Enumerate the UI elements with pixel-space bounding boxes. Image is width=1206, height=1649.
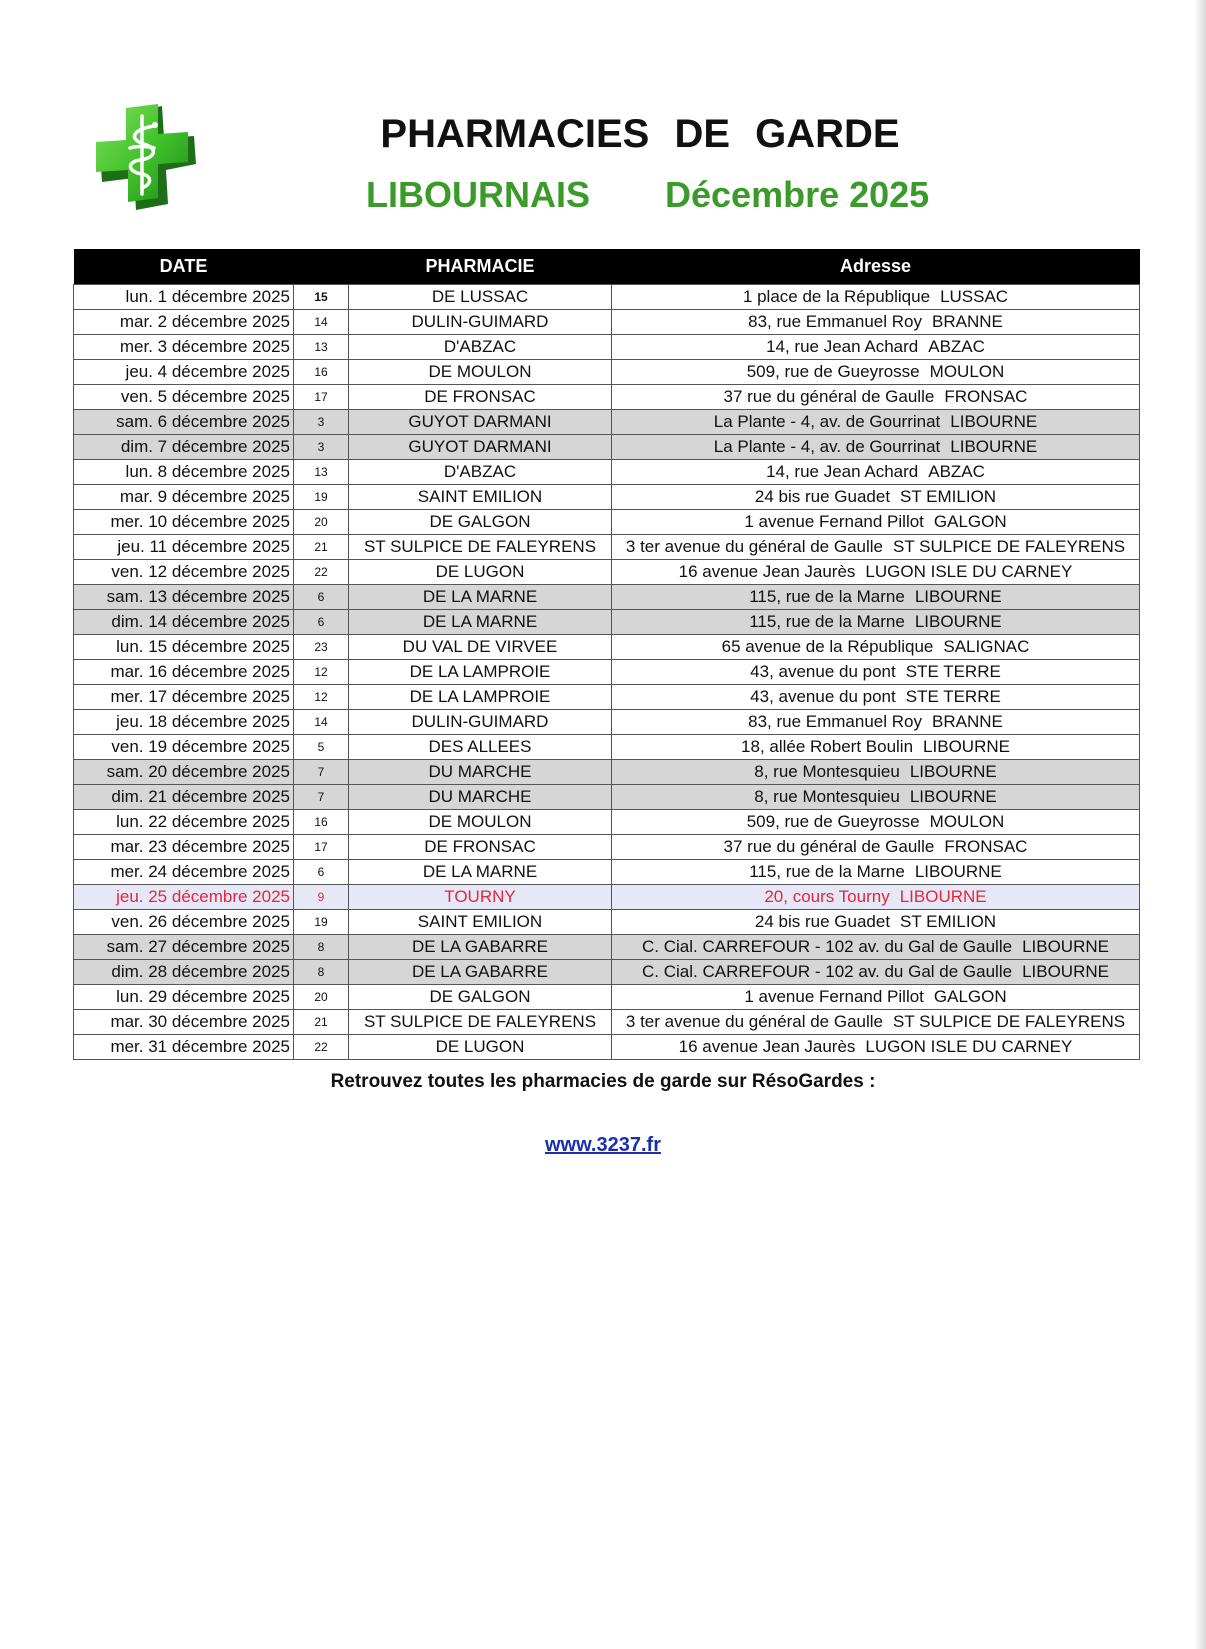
pharmacy-number-cell: 17 (294, 385, 349, 410)
pharmacy-number-cell: 21 (294, 1010, 349, 1035)
address-street: 115, rue de la Marne (749, 862, 905, 881)
pharmacy-name-cell: DE LA GABARRE (349, 935, 612, 960)
address-town: GALGON (933, 987, 1007, 1006)
address-cell (612, 685, 1140, 710)
address-street: C. Cial. CARREFOUR - 102 av. du Gal de Gaulle (642, 937, 1013, 956)
address-cell (612, 610, 1140, 635)
address-street: 24 bis rue Guadet (754, 487, 891, 506)
address-town: LIBOURNE (950, 437, 1038, 456)
address-town: LUGON ISLE DU CARNEY (865, 1037, 1073, 1056)
pharmacy-name-cell: DE LA MARNE (349, 860, 612, 885)
pharmacy-name-cell: DE LA GABARRE (349, 960, 612, 985)
table-row (74, 835, 1140, 860)
table-row (74, 810, 1140, 835)
address-street: 3 ter avenue du général de Gaulle (625, 1012, 883, 1031)
address-cell (612, 810, 1140, 835)
pharmacy-name-cell: D'ABZAC (349, 335, 612, 360)
table-row (74, 435, 1140, 460)
address-street: 24 bis rue Guadet (754, 912, 891, 931)
date-cell: sam. 20 décembre 2025 (74, 760, 294, 785)
table-row (74, 485, 1140, 510)
pharmacy-name-cell: DE LUGON (349, 560, 612, 585)
date-cell: dim. 14 décembre 2025 (74, 610, 294, 635)
address-cell (612, 485, 1140, 510)
address-town: LIBOURNE (1022, 937, 1109, 956)
address-street: 43, avenue du pont (750, 662, 896, 681)
pharmacy-name-cell: GUYOT DARMANI (349, 435, 612, 460)
pharmacy-name-cell: DU VAL DE VIRVEE (349, 635, 612, 660)
table-row (74, 910, 1140, 935)
on-duty-pharmacies-table (73, 249, 1140, 1060)
address-street: 83, rue Emmanuel Roy (748, 712, 922, 731)
date-cell: ven. 26 décembre 2025 (74, 910, 294, 935)
address-cell (612, 510, 1140, 535)
pharmacy-number-cell: 13 (294, 335, 349, 360)
pharmacy-name-cell: ST SULPICE DE FALEYRENS (349, 1010, 612, 1035)
address-cell (612, 635, 1140, 660)
pharmacy-name-cell: SAINT EMILION (349, 485, 612, 510)
address-town: LUSSAC (940, 287, 1009, 306)
table-row (74, 785, 1140, 810)
pharmacy-number-cell: 23 (294, 635, 349, 660)
date-cell: mer. 24 décembre 2025 (74, 860, 294, 885)
address-cell (612, 385, 1140, 410)
pharmacy-number-cell: 5 (294, 735, 349, 760)
table-row (74, 660, 1140, 685)
address-town: BRANNE (932, 712, 1003, 731)
table-row (74, 1010, 1140, 1035)
address-street: 509, rue de Gueyrosse (746, 362, 920, 381)
pharmacy-number-cell: 16 (294, 360, 349, 385)
pharmacy-name-cell: DE MOULON (349, 810, 612, 835)
month-subtitle: Décembre 2025 (665, 174, 930, 215)
table-row (74, 935, 1140, 960)
address-cell (612, 835, 1140, 860)
address-town: ST EMILION (900, 912, 997, 931)
address-town: LUGON ISLE DU CARNEY (865, 562, 1073, 581)
address-street: 1 place de la République (742, 287, 931, 306)
date-cell: mer. 17 décembre 2025 (74, 685, 294, 710)
column-header-number (294, 249, 349, 285)
address-cell (612, 785, 1140, 810)
pharmacy-name-cell: DU MARCHE (349, 760, 612, 785)
date-cell: mar. 2 décembre 2025 (74, 310, 294, 335)
address-street: 83, rue Emmanuel Roy (748, 312, 922, 331)
pharmacy-number-cell: 17 (294, 835, 349, 860)
address-town: LIBOURNE (914, 587, 1002, 606)
address-town: MOULON (929, 362, 1005, 381)
pharmacy-number-cell: 7 (294, 760, 349, 785)
pharmacy-number-cell: 14 (294, 710, 349, 735)
pharmacy-name-cell: DE LA LAMPROIE (349, 660, 612, 685)
address-town: LIBOURNE (909, 762, 997, 781)
pharmacy-name-cell: GUYOT DARMANI (349, 410, 612, 435)
date-cell: lun. 22 décembre 2025 (74, 810, 294, 835)
address-cell (612, 985, 1140, 1010)
pharmacy-number-cell: 14 (294, 310, 349, 335)
address-cell (612, 1035, 1140, 1060)
address-cell (612, 285, 1140, 310)
address-town: ABZAC (928, 462, 985, 481)
address-cell (612, 585, 1140, 610)
address-cell (612, 910, 1140, 935)
address-street: 14, rue Jean Achard (766, 337, 919, 356)
address-street: 8, rue Montesquieu (754, 787, 900, 806)
pharmacy-number-cell: 8 (294, 935, 349, 960)
footer-note: Retrouvez toutes les pharmacies de garde sur RésoGardes : (330, 1071, 876, 1092)
address-street: 1 avenue Fernand Pillot (744, 987, 924, 1006)
pharmacy-name-cell: DE LUSSAC (349, 285, 612, 310)
date-cell: mar. 16 décembre 2025 (74, 660, 294, 685)
address-street: 16 avenue Jean Jaurès (678, 562, 856, 581)
address-street: 37 rue du général de Gaulle (723, 837, 935, 856)
pharmacy-number-cell: 12 (294, 660, 349, 685)
pharmacy-name-cell: TOURNY (349, 885, 612, 910)
pharmacy-number-cell: 20 (294, 510, 349, 535)
date-cell: sam. 27 décembre 2025 (74, 935, 294, 960)
address-street: 14, rue Jean Achard (766, 462, 919, 481)
table-row (74, 1035, 1140, 1060)
pharmacy-name-cell: DE GALGON (349, 510, 612, 535)
pharmacy-number-cell: 8 (294, 960, 349, 985)
date-cell: dim. 7 décembre 2025 (74, 435, 294, 460)
date-cell: jeu. 11 décembre 2025 (74, 535, 294, 560)
address-cell (612, 360, 1140, 385)
address-town: ABZAC (928, 337, 985, 356)
address-town: LIBOURNE (899, 887, 987, 906)
table-row (74, 385, 1140, 410)
date-cell: dim. 21 décembre 2025 (74, 785, 294, 810)
table-row (74, 510, 1140, 535)
address-town: ST EMILION (900, 487, 997, 506)
address-town: LIBOURNE (914, 612, 1002, 631)
address-cell (612, 760, 1140, 785)
address-cell (612, 435, 1140, 460)
pharmacy-name-cell: DU MARCHE (349, 785, 612, 810)
date-cell: jeu. 18 décembre 2025 (74, 710, 294, 735)
pharmacy-name-cell: DE MOULON (349, 360, 612, 385)
table-row (74, 985, 1140, 1010)
address-cell (612, 860, 1140, 885)
address-town: MOULON (929, 812, 1005, 831)
address-town: ST SULPICE DE FALEYRENS (892, 537, 1126, 556)
date-cell: mar. 30 décembre 2025 (74, 1010, 294, 1035)
address-cell (612, 460, 1140, 485)
address-cell (612, 560, 1140, 585)
date-cell: lun. 29 décembre 2025 (74, 985, 294, 1010)
date-cell: mer. 10 décembre 2025 (74, 510, 294, 535)
address-town: SALIGNAC (943, 637, 1030, 656)
pharmacy-number-cell: 6 (294, 585, 349, 610)
date-cell: dim. 28 décembre 2025 (74, 960, 294, 985)
pharmacy-name-cell: DE LA MARNE (349, 585, 612, 610)
address-cell (612, 885, 1140, 910)
address-street: 37 rue du général de Gaulle (723, 387, 935, 406)
address-cell (612, 535, 1140, 560)
date-cell: mer. 3 décembre 2025 (74, 335, 294, 360)
pharmacy-number-cell: 3 (294, 435, 349, 460)
address-town: LIBOURNE (914, 862, 1002, 881)
table-row (74, 285, 1140, 310)
table-row (74, 460, 1140, 485)
pharmacy-number-cell: 15 (294, 285, 349, 310)
address-cell (612, 310, 1140, 335)
address-town: LIBOURNE (950, 412, 1038, 431)
address-street: 16 avenue Jean Jaurès (678, 1037, 856, 1056)
address-town: ST SULPICE DE FALEYRENS (892, 1012, 1126, 1031)
pharmacy-name-cell: DULIN-GUIMARD (349, 710, 612, 735)
page-edge-shadow (1194, 0, 1206, 1649)
date-cell: sam. 6 décembre 2025 (74, 410, 294, 435)
address-street: 65 avenue de la République (721, 637, 934, 656)
address-street: La Plante - 4, av. de Gourrinat (713, 437, 941, 456)
pharmacy-name-cell: DE LA MARNE (349, 610, 612, 635)
table-row (74, 735, 1140, 760)
date-cell: lun. 1 décembre 2025 (74, 285, 294, 310)
table-row (74, 310, 1140, 335)
address-street: 115, rue de la Marne (749, 587, 905, 606)
address-town: LIBOURNE (923, 737, 1010, 756)
table-row (74, 335, 1140, 360)
pharmacy-number-cell: 22 (294, 560, 349, 585)
table-row (74, 885, 1140, 910)
date-cell: mar. 23 décembre 2025 (74, 835, 294, 860)
date-cell: mar. 9 décembre 2025 (74, 485, 294, 510)
table-row (74, 635, 1140, 660)
address-cell (612, 1010, 1140, 1035)
address-town: LIBOURNE (909, 787, 997, 806)
resogardes-link[interactable]: www.3237.fr (545, 1134, 661, 1156)
address-town: GALGON (933, 512, 1007, 531)
column-header-address: Adresse (612, 249, 1140, 285)
address-street: La Plante - 4, av. de Gourrinat (713, 412, 941, 431)
pharmacy-number-cell: 3 (294, 410, 349, 435)
address-street: 20, cours Tourny (764, 887, 890, 906)
table-row (74, 610, 1140, 635)
date-cell: ven. 12 décembre 2025 (74, 560, 294, 585)
column-header-date: DATE (74, 249, 294, 285)
date-cell: lun. 15 décembre 2025 (74, 635, 294, 660)
pharmacy-name-cell: D'ABZAC (349, 460, 612, 485)
pharmacy-number-cell: 6 (294, 860, 349, 885)
table-row (74, 760, 1140, 785)
pharmacy-name-cell: DE FRONSAC (349, 835, 612, 860)
address-cell (612, 335, 1140, 360)
table-row (74, 585, 1140, 610)
date-cell: ven. 5 décembre 2025 (74, 385, 294, 410)
table-body (74, 285, 1140, 1060)
address-cell (612, 660, 1140, 685)
pharmacy-name-cell: DE LUGON (349, 1035, 612, 1060)
pharmacy-name-cell: DE LA LAMPROIE (349, 685, 612, 710)
address-street: C. Cial. CARREFOUR - 102 av. du Gal de Gaulle (642, 962, 1013, 981)
date-cell: jeu. 4 décembre 2025 (74, 360, 294, 385)
pharmacy-name-cell: ST SULPICE DE FALEYRENS (349, 535, 612, 560)
address-street: 18, allée Robert Boulin (741, 737, 914, 756)
address-street: 43, avenue du pont (750, 687, 896, 706)
address-cell (612, 960, 1140, 985)
column-header-pharmacy: PHARMACIE (349, 249, 612, 285)
address-street: 509, rue de Gueyrosse (746, 812, 920, 831)
address-cell (612, 935, 1140, 960)
pharmacy-name-cell: SAINT EMILION (349, 910, 612, 935)
table-row (74, 960, 1140, 985)
pharmacy-number-cell: 16 (294, 810, 349, 835)
pharmacy-number-cell: 19 (294, 485, 349, 510)
pharmacy-number-cell: 13 (294, 460, 349, 485)
pharmacy-number-cell: 20 (294, 985, 349, 1010)
page-title: PHARMACIES DE GARDE (380, 112, 900, 156)
address-cell (612, 410, 1140, 435)
address-town: STE TERRE (905, 687, 1001, 706)
address-cell (612, 735, 1140, 760)
table-row (74, 410, 1140, 435)
pharmacy-name-cell: DES ALLEES (349, 735, 612, 760)
date-cell: jeu. 25 décembre 2025 (74, 885, 294, 910)
address-town: FRONSAC (944, 387, 1028, 406)
address-town: STE TERRE (905, 662, 1001, 681)
table-header-row (74, 249, 1140, 285)
table-row (74, 360, 1140, 385)
table-row (74, 860, 1140, 885)
pharmacy-number-cell: 7 (294, 785, 349, 810)
address-town: FRONSAC (944, 837, 1028, 856)
table-row (74, 535, 1140, 560)
table-row (74, 560, 1140, 585)
pharmacy-number-cell: 21 (294, 535, 349, 560)
pharmacy-number-cell: 6 (294, 610, 349, 635)
address-town: BRANNE (932, 312, 1003, 331)
address-town: LIBOURNE (1022, 962, 1109, 981)
address-street: 3 ter avenue du général de Gaulle (625, 537, 883, 556)
pharmacy-number-cell: 9 (294, 885, 349, 910)
pharmacy-name-cell: DE GALGON (349, 985, 612, 1010)
date-cell: sam. 13 décembre 2025 (74, 585, 294, 610)
pharmacy-number-cell: 12 (294, 685, 349, 710)
date-cell: mer. 31 décembre 2025 (74, 1035, 294, 1060)
date-cell: lun. 8 décembre 2025 (74, 460, 294, 485)
pharmacy-number-cell: 22 (294, 1035, 349, 1060)
address-street: 115, rue de la Marne (749, 612, 905, 631)
pharmacy-number-cell: 19 (294, 910, 349, 935)
table-row (74, 710, 1140, 735)
table-row (74, 685, 1140, 710)
pharmacy-name-cell: DE FRONSAC (349, 385, 612, 410)
address-street: 8, rue Montesquieu (754, 762, 900, 781)
address-street: 1 avenue Fernand Pillot (744, 512, 924, 531)
address-cell (612, 710, 1140, 735)
date-cell: ven. 19 décembre 2025 (74, 735, 294, 760)
region-subtitle: LIBOURNAIS (366, 174, 590, 215)
pharmacy-name-cell: DULIN-GUIMARD (349, 310, 612, 335)
